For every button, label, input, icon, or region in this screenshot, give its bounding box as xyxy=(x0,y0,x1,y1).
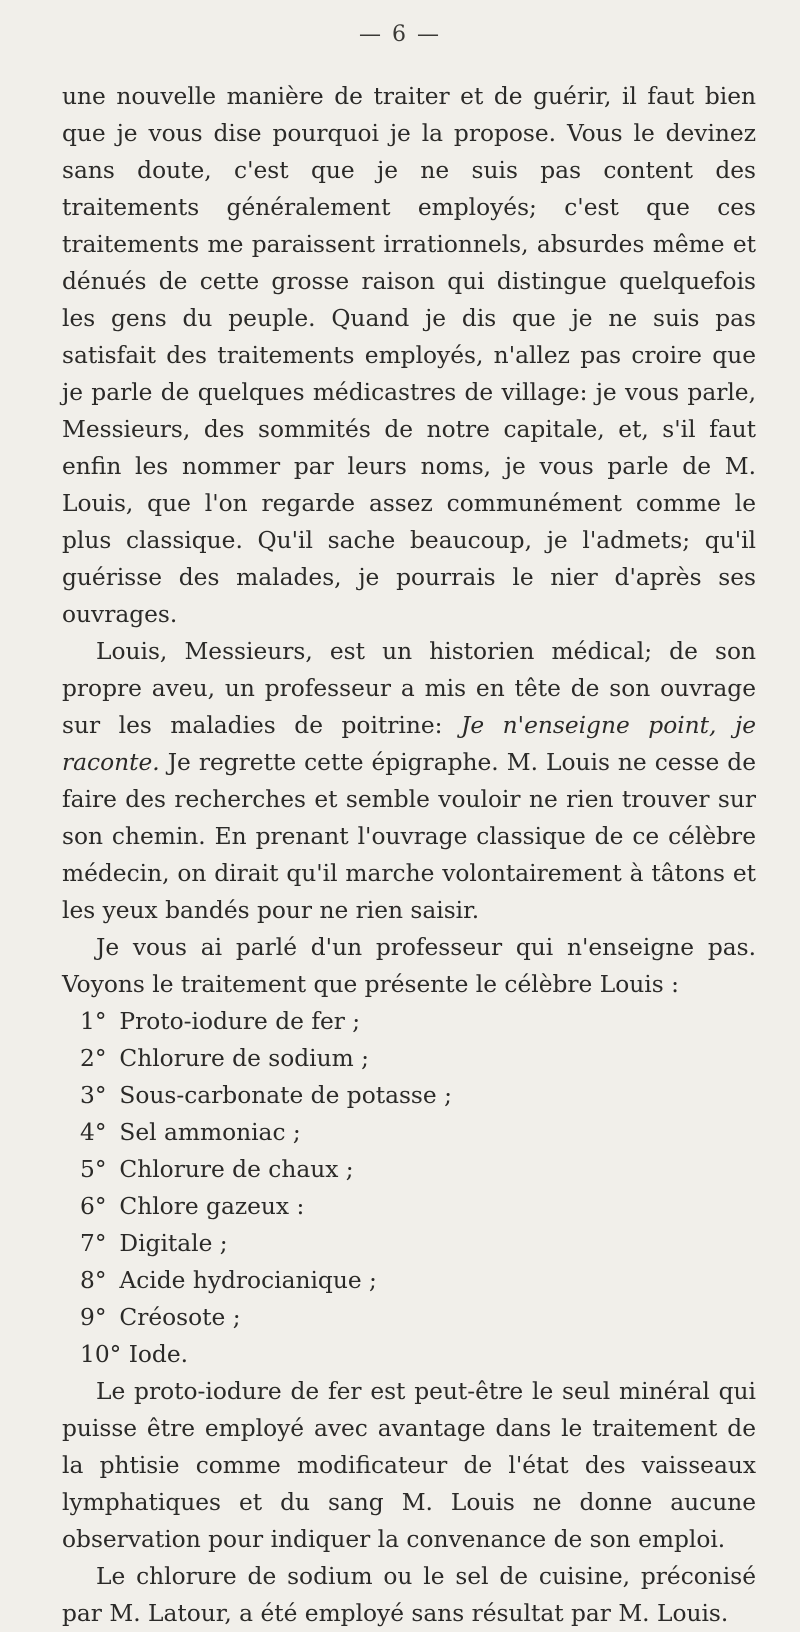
list-item xyxy=(80,1114,756,1151)
paragraph-louis-historian-rest: Je regrette cette épigraphe. M. Louis ne cesse de faire des recherches et semble vouloir ne rien trouver sur son chemin. En prenant l'ouvrage classique de ce célèbre médecin, on dirait qu'il marche volontairement à tâtons et les yeux bandés pour ne rien saisir. xyxy=(62,749,756,924)
paragraph-louis-historian-text: Louis, Messieurs, est un historien médical; de son propre aveu, un professeur a mis en tête de son ouvrage sur les maladies de poitrine: xyxy=(62,638,756,739)
paragraph-proto-iodure: Le proto-iodure de fer est peut-être le seul minéral qui puisse être employé avec avantage dans le traitement de la phtisie comme modificateur de l'état des vaisseaux lymphatiques et du sang M. Louis ne donne aucune observation pour indiquer la convenance de son emploi. xyxy=(62,1378,756,1553)
list-item xyxy=(80,1077,756,1114)
list-item-label: Proto-iodure de fer ; xyxy=(119,1008,361,1035)
paragraph-intro: une nouvelle manière de traiter et de guérir, il faut bien que je vous dise pourquoi je la propose. Vous le devinez sans doute, c'est que je ne suis pas content des traitements généralement employés; c'est que ces traitements me paraissent irrationnels, absurdes même et dénués de cette grosse raison qui distingue quelquefois les gens du peuple. Quand je dis que je ne suis pas satisfait des traitements employés, n'allez pas croire que je parle de quelques médicastres de village: je vous parle, Messieurs, des sommités de notre capitale, et, s'il faut enfin les nommer par leurs noms, je vous parle de M. Louis, que l'on regarde assez communément comme le plus classique. Qu'il sache beaucoup, je l'admets; qu'il guérisse des malades, je pourrais le nier d'après ses ouvrages. xyxy=(62,83,756,628)
page-number: — 6 — xyxy=(359,22,441,47)
list-item xyxy=(80,1262,756,1299)
list-item xyxy=(80,1003,756,1040)
list-item-number: 5° xyxy=(80,1156,107,1183)
treatment-list xyxy=(62,1003,756,1373)
list-item-number: 8° xyxy=(80,1267,107,1294)
list-item-number: 2° xyxy=(80,1045,107,1072)
list-item xyxy=(80,1336,756,1373)
list-item xyxy=(80,1188,756,1225)
list-item xyxy=(80,1225,756,1262)
list-item-label: Digitale ; xyxy=(119,1230,228,1257)
paragraph-chlorure-sodium: Le chlorure de sodium ou le sel de cuisine, préconisé par M. Latour, a été employé sans résultat par M. Louis. xyxy=(62,1563,756,1627)
list-item-label: Acide hydrocianique ; xyxy=(119,1267,377,1294)
list-item xyxy=(80,1151,756,1188)
list-item-label: Chlorure de sodium ; xyxy=(119,1045,369,1072)
list-item-number: 9° xyxy=(80,1304,107,1331)
epigraph-quote: Je n'enseigne point, je raconte. xyxy=(62,712,756,776)
paragraph-louis-historian xyxy=(62,633,756,929)
list-item-number: 1° xyxy=(80,1008,107,1035)
list-item-label: Chlorure de chaux ; xyxy=(119,1156,354,1183)
list-item xyxy=(80,1040,756,1077)
list-item-label: Sel ammoniac ; xyxy=(119,1119,301,1146)
list-item-label: Iode. xyxy=(128,1341,189,1368)
list-item-number: 10° xyxy=(80,1341,122,1368)
list-item-number: 6° xyxy=(80,1193,107,1220)
paragraph-treatment-intro: Je vous ai parlé d'un professeur qui n'enseigne pas. Voyons le traitement que présente le célèbre Louis : xyxy=(62,934,756,998)
list-item-number: 7° xyxy=(80,1230,107,1257)
list-item-label: Créosote ; xyxy=(119,1304,241,1331)
list-item-number: 4° xyxy=(80,1119,107,1146)
list-item xyxy=(80,1299,756,1336)
body-text xyxy=(62,78,756,1632)
list-item-label: Sous-carbonate de potasse ; xyxy=(119,1082,452,1109)
list-item-label: Chlore gazeux : xyxy=(119,1193,305,1220)
list-item-number: 3° xyxy=(80,1082,107,1109)
